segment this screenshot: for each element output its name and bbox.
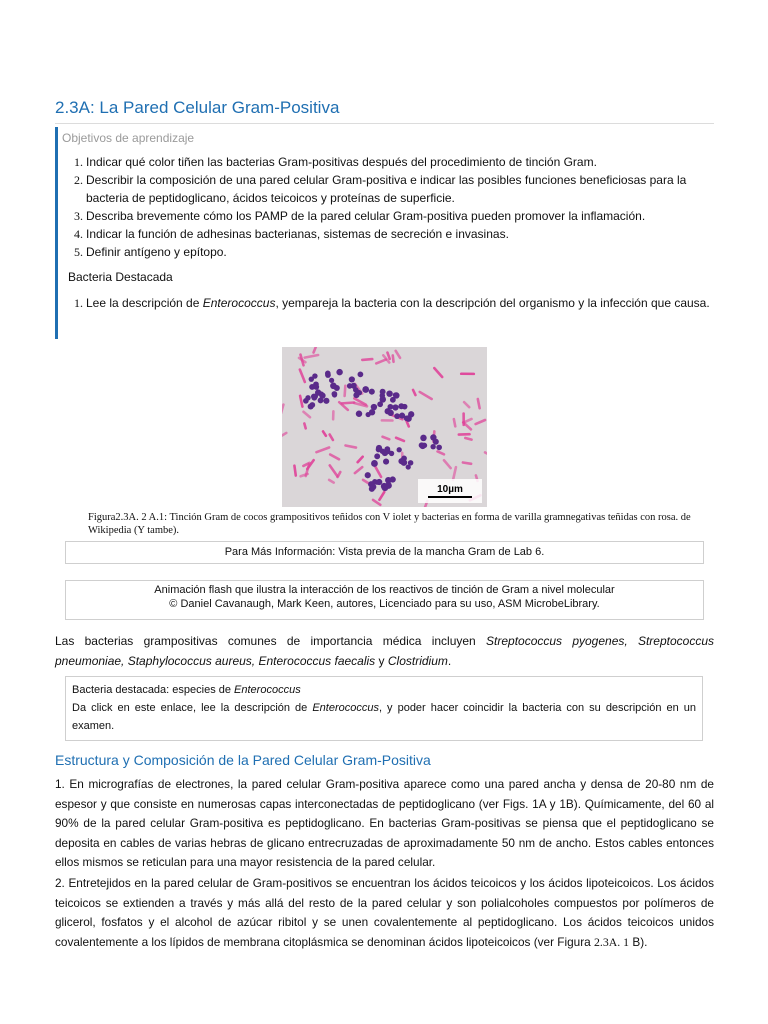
coccus-cell [319,391,324,396]
featured-bacteria-item [86,294,716,313]
learning-objectives-panel [55,127,717,339]
animation-box[interactable] [65,580,704,620]
featured-box-text: , y poder hacer coincidir la bacteria con su descripción en un examen. [72,702,696,732]
rod-bacterium [342,402,354,403]
coccus-cell [430,444,435,449]
coccus-cell [383,459,389,465]
featured-item-text: , yempareja la bacteria con la descripción del organismo y la infección que causa. [275,296,710,310]
objectives-list [68,153,716,261]
organism-name: Enterococcus [202,296,276,310]
species-list: Streptococcus pyogenes, Streptococcus pneumoniae, Staphylococcus aureus, Enterococcus faecalis [55,634,715,668]
coccus-cell [318,397,324,403]
paragraph-text: Las bacterias grampositivas comunes de importancia médica incluyen [55,634,487,648]
coccus-cell [436,445,442,451]
paragraph-text: B). [629,934,648,949]
paragraph-text: y [375,654,388,668]
featured-box-link-text[interactable] [72,699,696,735]
coccus-cell [430,434,436,440]
rod-bacterium [454,419,455,426]
coccus-cell [303,398,309,404]
coccus-cell [370,484,376,490]
coccus-cell [329,378,334,383]
paragraph-text: . [447,654,452,668]
objectives-heading: Objetivos de aprendizaje [62,131,195,145]
figure-reference[interactable]: 2.3A. 1 [594,934,630,949]
coccus-cell [309,384,315,390]
featured-bacteria-heading: Bacteria Destacada [68,270,173,284]
coccus-cell [347,383,353,389]
paragraph-1: 1. En micrografías de electrones, la pared celular Gram-positiva aparece como una pared ancha y densa de 20-80 nm de espesor y que consiste en numerosas capas interconectadas de peptidoglicano (ver Figs. 1A y 1B). Químicamente, del 60 al 90% de la pared celular Gram-positiva es peptidoglicano. En bacterias Gram-positivas se piensa que el peptidoglicano se deposita en cables de varias hebras de glicano entrecruzadas de aproximadamente 50 nm de ancho. Estos cables entonces ellos mismos se reticulan para una mayor resistencia de la pared celular. [55,777,714,869]
rod-bacterium [393,355,394,361]
objective-item: 4. Indicar la función de adhesinas bacterianas, sistemas de secreción e invasinas. [86,225,716,243]
coccus-cell [387,404,393,410]
page-title: 2.3A: La Pared Celular Gram-Positiva [55,98,340,117]
figure-caption: Figura2.3A. 2 A.1: Tinción Gram de cocos grampositivos teñidos con V iolet y bacterias en forma de varilla gramnegativas teñidas con rosa. de Wikipedia (Y tambe). [88,512,691,536]
coccus-cell [330,382,337,389]
coccus-cell [311,394,317,400]
section-heading: Estructura y Composición de la Pared Celular Gram-Positiva [55,752,431,768]
coccus-cell [397,447,402,452]
coccus-cell [362,386,369,393]
coccus-cell [309,402,315,408]
coccus-cell [349,376,355,382]
coccus-cell [312,373,317,378]
coccus-cell [353,392,359,398]
coccus-cell [420,435,427,442]
coccus-cell [365,472,371,478]
coccus-cell [366,412,371,417]
featured-box-text: Da click en este enlace, lee la descripción de [72,702,313,714]
coccus-cell [385,482,392,489]
coccus-cell [398,458,404,464]
coccus-cell [325,372,331,378]
featured-box-text: Bacteria destacada: especies de [72,684,235,696]
coccus-cell [323,398,329,404]
featured-bacteria-list [68,294,716,313]
coccus-cell [376,445,382,451]
organism-name: Enterococcus [312,702,379,714]
coccus-cell [419,443,425,449]
scale-bar-label: 10µm [437,484,463,495]
rod-bacterium [478,399,480,408]
coccus-cell [356,411,362,417]
animation-description: Animación flash que ilustra la interacción de los reactivos de tinción de Gram a nivel molecular [154,584,615,596]
coccus-cell [394,413,400,419]
common-bacteria-paragraph [55,631,714,671]
rod-bacterium [362,359,372,360]
objective-item: 2. Describir la composición de una pared celular Gram-positiva e indicar las posibles funciones beneficiosas para la bacteria de peptidoglicano, ácidos teicoicos y proteínas de superficie. [86,171,716,207]
featured-box-title [72,681,696,699]
coccus-cell [353,387,358,392]
animation-credit: © Daniel Cavanaugh, Mark Keen, autores, Licenciado para su uso, ASM MicrobeLibrary. [169,598,600,610]
coccus-cell [379,396,386,403]
coccus-cell [399,413,405,419]
coccus-cell [369,389,375,395]
organism-name: Enterococcus [234,684,301,696]
rod-bacterium [463,462,471,463]
coccus-cell [405,415,412,422]
micrograph-image [282,347,487,507]
title-divider [55,123,714,124]
gram-stain-micrograph [282,347,487,507]
coccus-cell [393,392,399,398]
species-name: Clostridium [387,654,448,668]
objective-item: 5. Definir antígeno y epítopo. [86,243,716,261]
objective-item: 3. Describa brevemente cómo los PAMP de la pared celular Gram-positiva pueden promover la inflamación. [86,207,716,225]
more-info-box[interactable]: Para Más Información: Vista previa de la mancha Gram de Lab 6. [65,541,704,564]
coccus-cell [332,391,338,397]
featured-bacteria-box[interactable] [65,676,703,741]
objective-item: 1. Indicar qué color tiñen las bacterias Gram-positivas después del procedimiento de tinción Gram. [86,153,716,171]
featured-item-text: Lee la descripción de [86,296,203,310]
coccus-cell [371,460,378,467]
rod-bacterium [465,438,471,440]
rod-bacterium [304,423,305,428]
coccus-cell [392,404,398,410]
coccus-cell [408,460,414,466]
coccus-cell [358,371,364,377]
coccus-cell [336,369,342,375]
rod-bacterium [345,386,346,396]
coccus-cell [384,446,390,452]
coccus-cell [388,410,394,416]
paragraph-2 [55,874,714,952]
coccus-cell [398,403,404,409]
coccus-cell [389,451,394,456]
coccus-cell [386,390,392,396]
coccus-cell [374,453,380,459]
paragraph-text: 2. Entretejidos en la pared celular de Gram-positivos se encuentran los ácidos teicoicos y los ácidos lipoteicoicos. Los ácidos teicoicos se extienden a través y más allá del resto de la pared celular y son polialcoholes compuestos por polímeros de glicerol, fosfatos y el alcohol de azúcar ribitol y se unen covalentemente al peptidoglicano. Los ácidos teicoicos unidos covalentemente a los lípidos de membrana citoplásmica se denominan ácidos lipoteicoicos (ver Figura [55,876,714,949]
rod-bacterium [294,466,295,476]
